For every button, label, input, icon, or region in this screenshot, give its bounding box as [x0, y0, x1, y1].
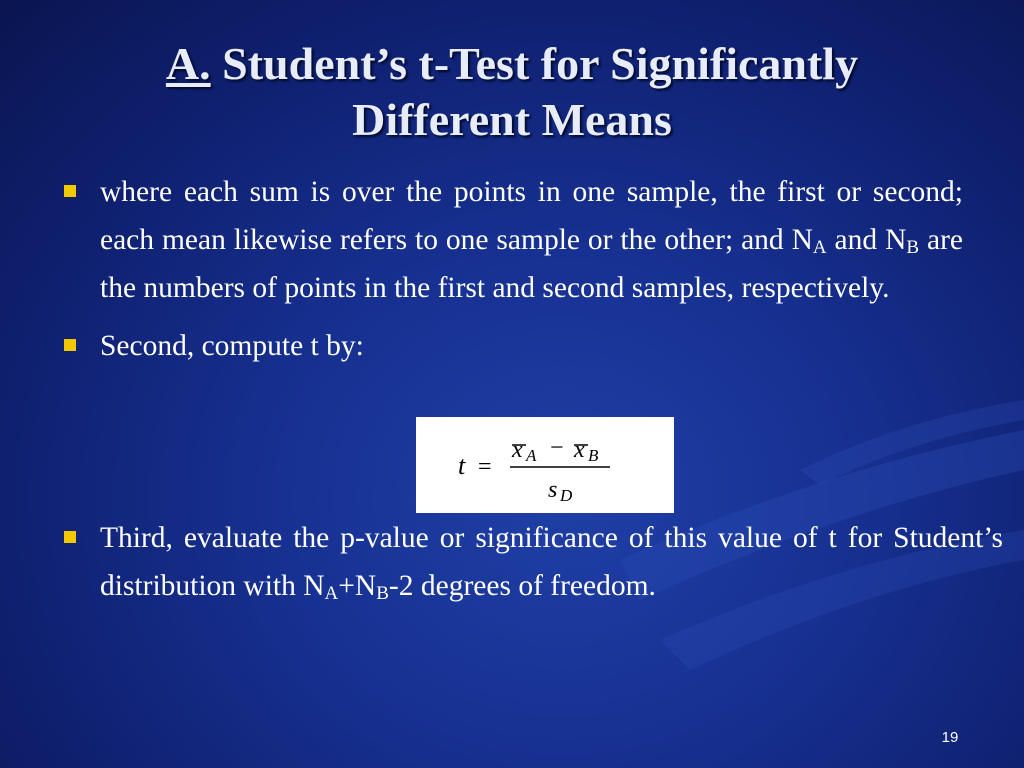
formula-num-a: x: [512, 437, 523, 463]
bullet-1-text-a: where each sum is over the points in one sample, the first or second; each mean likewise refers to one sample or the other; and N: [100, 176, 963, 256]
formula-graphic: [416, 417, 674, 513]
formula-lhs: t: [458, 451, 466, 480]
formula-num-b-sub: B: [588, 446, 599, 465]
bullet-3-text-b: +N: [338, 570, 377, 602]
bullet-1-text-c: are the numbers of points in the first and second samples, respectively.: [100, 224, 964, 304]
formula-den-sub: D: [560, 486, 573, 505]
bullet-item-2: [60, 322, 963, 370]
bullet-3-sub-a: A: [324, 583, 339, 604]
bullet-square-icon: [64, 185, 76, 197]
formula-den: s: [548, 477, 558, 503]
bullet-square-icon: [64, 339, 76, 351]
bullet-1-sub-a: A: [812, 237, 827, 258]
bullet-1-text-b: and N: [826, 224, 907, 256]
formula-num-b: x: [574, 437, 585, 463]
bullet-item-3: [60, 514, 1003, 610]
bullet-1-sub-b: B: [906, 237, 920, 258]
formula-equals: =: [478, 454, 492, 480]
bullet-3-text-c: -2 degrees of freedom.: [388, 570, 656, 602]
bullet-item-1: [60, 168, 963, 312]
bullet-list: [60, 168, 963, 370]
title-line2: Different Means: [352, 94, 672, 145]
slide-title: [40, 36, 984, 148]
page-number: 19: [941, 729, 959, 746]
title-prefix: A.: [165, 38, 211, 89]
bullet-2-text: Second, compute t by:: [100, 330, 364, 362]
title-line1: Student’s t-Test for Significantly: [210, 38, 859, 89]
bullet-3-sub-b: B: [376, 583, 389, 604]
bullet-3-text-a: Third, evaluate the p-value or significance of this value of t for Student’s distribution with N: [100, 522, 1003, 602]
bullet-square-icon: [64, 531, 76, 543]
t-formula: [416, 417, 674, 513]
formula-num-a-sub: A: [526, 446, 537, 465]
formula-minus: −: [550, 435, 564, 461]
